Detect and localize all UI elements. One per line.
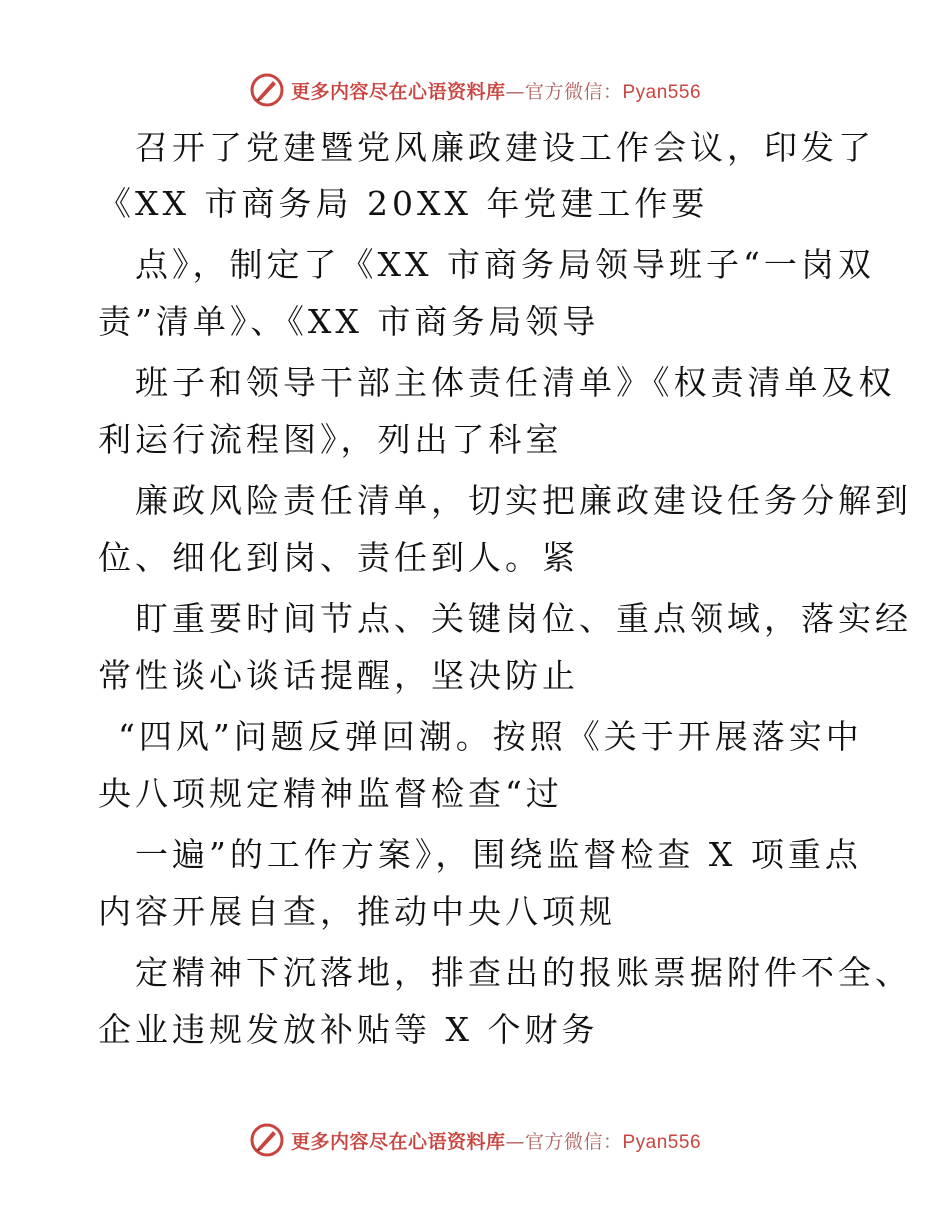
quill-logo-icon <box>249 1122 285 1158</box>
body-line: 召开了党建暨党风廉政建设工作会议，印发了 <box>135 128 875 167</box>
watermark-main: 更多内容尽在心语资料库 <box>290 1130 506 1153</box>
watermark-sub: 官方微信： <box>524 1130 623 1153</box>
body-line: 位、细化到岗、责任到人。紧 <box>98 538 579 577</box>
watermark-text <box>291 77 701 104</box>
body-line: 《XX 市商务局 20XX 年党建工作要 <box>98 184 709 223</box>
body-line: 定精神下沉落地，排查出的报账票据附件不全、 <box>135 953 912 992</box>
body-line: 廉政风险责任清单，切实把廉政建设任务分解到 <box>135 481 912 520</box>
body-line: “四风”问题反弹回潮。按照《关于开展落实中 <box>118 717 863 756</box>
body-line: 利运行流程图》，列出了科室 <box>98 420 563 459</box>
header-watermark <box>0 70 950 110</box>
body-line: 点》，制定了《XX 市商务局领导班子“一岗双 <box>135 245 875 284</box>
body-line: 盯重要时间节点、关键岗位、重点领域，落实经 <box>135 599 912 638</box>
body-line: 班子和领导干部主体责任清单》《权责清单及权 <box>135 363 896 402</box>
watermark-sub: 官方微信： <box>524 80 623 103</box>
body-line: 央八项规定精神监督检查“过 <box>98 774 563 813</box>
watermark-dash: — <box>505 1130 525 1153</box>
watermark-id: Pyan556 <box>622 81 702 103</box>
watermark-id: Pyan556 <box>622 1131 702 1153</box>
watermark-main: 更多内容尽在心语资料库 <box>290 80 506 103</box>
quill-logo-icon <box>249 72 285 108</box>
watermark-dash: — <box>505 80 525 103</box>
body-line: 一遍”的工作方案》，围绕监督检查 X 项重点 <box>135 835 862 874</box>
body-line: 企业违规发放补贴等 X 个财务 <box>98 1010 599 1049</box>
body-line: 责”清单》、《XX 市商务局领导 <box>98 302 600 341</box>
watermark-text <box>291 1127 701 1154</box>
body-line: 常性谈心谈话提醒，坚决防止 <box>98 656 579 695</box>
body-line: 内容开展自查，推动中央八项规 <box>98 892 616 931</box>
footer-watermark <box>0 1120 950 1160</box>
